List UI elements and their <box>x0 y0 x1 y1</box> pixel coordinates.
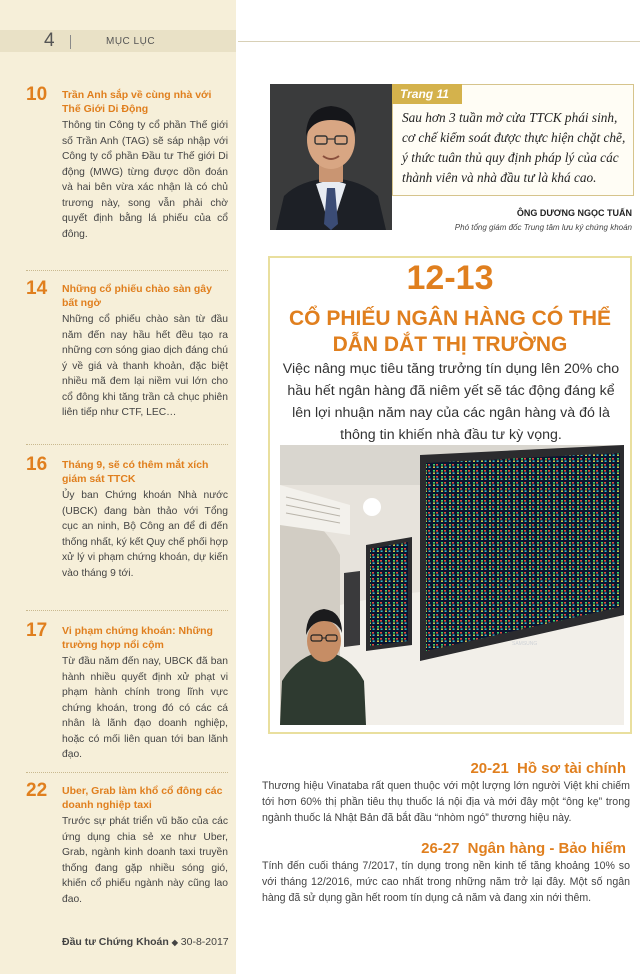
portrait-photo <box>270 84 392 230</box>
toc-page-number: 17 <box>26 620 48 641</box>
toc-description: Trước sự phát triển vũ bão của các ứng dụng chia sẻ xe như Uber, Grab, ngành kinh doanh taxi truyền thống đang gặp nhiều sóng gió, khiến cổ phiếu ngành này cũng lao đao. <box>62 816 228 905</box>
toc-page-number: 22 <box>26 780 48 801</box>
footer-masthead <box>62 936 229 948</box>
story-heading[interactable] <box>470 760 626 777</box>
interview-quote: Sau hơn 3 tuần mở cửa TTCK phái sinh, cơ chế kiểm soát được thực hiện chặt chẽ, ý thức tuân thủ quy định pháp lý của các thành viên và nhà đầu tư là khá cao. <box>402 110 626 185</box>
stock-board-photo <box>280 445 624 725</box>
toc-description: Những cổ phiếu chào sàn từ đầu năm đến nay hầu hết đều tạo ra những cơn sóng giao dịch đáng chú ý về giá và thanh khoản, đặc biệt nhiều mã đem lại niềm vui lớn cho cổ đông khi tăng trần cả chục phiên liên tiếp như CTF, LEC… <box>62 314 228 418</box>
story-heading[interactable] <box>421 840 626 857</box>
footer-brand: Đầu tư Chứng Khoán <box>62 936 169 948</box>
portrait-illustration <box>270 84 392 230</box>
footer-separator-icon: ◆ <box>171 938 178 947</box>
toc-title[interactable]: Uber, Grab làm khổ cổ đông các doanh nghiệp taxi <box>62 785 223 811</box>
header-divider <box>70 35 71 49</box>
toc-divider <box>26 444 228 445</box>
toc-page-number: 14 <box>26 278 48 299</box>
story-text: Thương hiệu Vinataba rất quen thuộc với một lượng lớn người Việt khi chiếm tới hơn 60% thị phần tiêu thụ thuốc lá nội địa và mới đây một “ông kẹ” trong ngành thuốc lá Nhật Bản đã bắt đầu “nhòm ngó” thương hiệu này. <box>262 780 630 824</box>
stock-board-illustration <box>280 445 624 725</box>
story-page-numbers: 26-27 <box>421 840 460 857</box>
toc-description: Ủy ban Chứng khoán Nhà nước (UBCK) đang bàn thảo với Tổng cục an ninh, Bộ Công an để đi đến thống nhất, ký kết Quy chế phối hợp xử lý vi phạm chứng khoán, dự kiến vào tháng 9 tới. <box>62 490 228 579</box>
toc-title[interactable]: Những cổ phiếu chào sàn gây bất ngờ <box>62 283 212 309</box>
section-title: MỤC LỤC <box>106 36 156 47</box>
page-number: 4 <box>44 30 55 51</box>
toc-description: Thông tin Công ty cổ phần Thế giới số Trần Anh (TAG) sẽ sáp nhập với Công ty cổ phần Đầu tư Thế giới Di động (MWG) từng được dồn đoán và hai bên vừa xác nhận là có chủ trương này, song vẫn phải chờ quyết định bằng lá phiếu của cổ đông. <box>62 120 228 240</box>
story-title: Hồ sơ tài chính <box>516 760 626 777</box>
toc-title[interactable]: Trần Anh sắp về cùng nhà với Thế Giới Di Động <box>62 89 212 115</box>
page-tag[interactable]: Trang 11 <box>392 84 462 104</box>
quote-author: ÔNG DƯƠNG NGỌC TUẤN <box>516 208 632 218</box>
story-text: Tính đến cuối tháng 7/2017, tín dụng trong nền kinh tế tăng khoảng 10% so với tháng 12/2016, mức cao nhất trong những năm trở lại đây. Một số ngân hàng đã sử dụng gần hết room tín dụng cả năm và đang xin nới thêm. <box>262 860 630 904</box>
toc-title[interactable]: Tháng 9, sẽ có thêm mắt xích giám sát TTCK <box>62 459 209 485</box>
feature-page-numbers: 12-13 <box>406 259 494 297</box>
toc-divider <box>26 610 228 611</box>
toc-divider <box>26 772 228 773</box>
story-page-numbers: 20-21 <box>470 760 509 777</box>
header-rule <box>238 41 640 42</box>
author-title: Phó tổng giám đốc Trung tâm lưu ký chứng khoán <box>454 223 632 232</box>
story-title: Ngân hàng - Bảo hiểm <box>467 840 626 857</box>
toc-page-number: 10 <box>26 84 48 105</box>
feature-lede: Việc nâng mục tiêu tăng trưởng tín dụng lên 20% cho hầu hết ngân hàng đã niêm yết sẽ tác động đáng kể lên lợi nhuận năm nay của các ngân hàng và đó là thông tin khiến nhà đầu tư kỳ vọng. <box>282 361 620 443</box>
monitor-brand-label: SAMSUNG <box>512 641 538 647</box>
toc-entry[interactable] <box>26 84 228 242</box>
toc-divider <box>26 270 228 271</box>
toc-description: Từ đầu năm đến nay, UBCK đã ban hành nhiều quyết định xử phạt vi phạm hành chính trong lĩnh vực chứng khoán, trong đó có các cá nhân là lãnh đạo doanh nghiệp, hoặc có mối liên quan tới ban lãnh đạo. <box>62 656 228 760</box>
toc-entry[interactable] <box>26 620 228 763</box>
toc-page-number: 16 <box>26 454 48 475</box>
feature-title[interactable]: CỔ PHIẾU NGÂN HÀNG CÓ THỂ DẪN DẮT THỊ TRƯỜNG <box>288 307 611 356</box>
toc-entry[interactable] <box>26 780 228 907</box>
toc-entry[interactable] <box>26 454 228 581</box>
toc-entry[interactable] <box>26 278 228 421</box>
footer-date: 30-8-2017 <box>180 936 229 948</box>
toc-title[interactable]: Vi phạm chứng khoán: Những trường hợp nổi cộm <box>62 625 213 651</box>
